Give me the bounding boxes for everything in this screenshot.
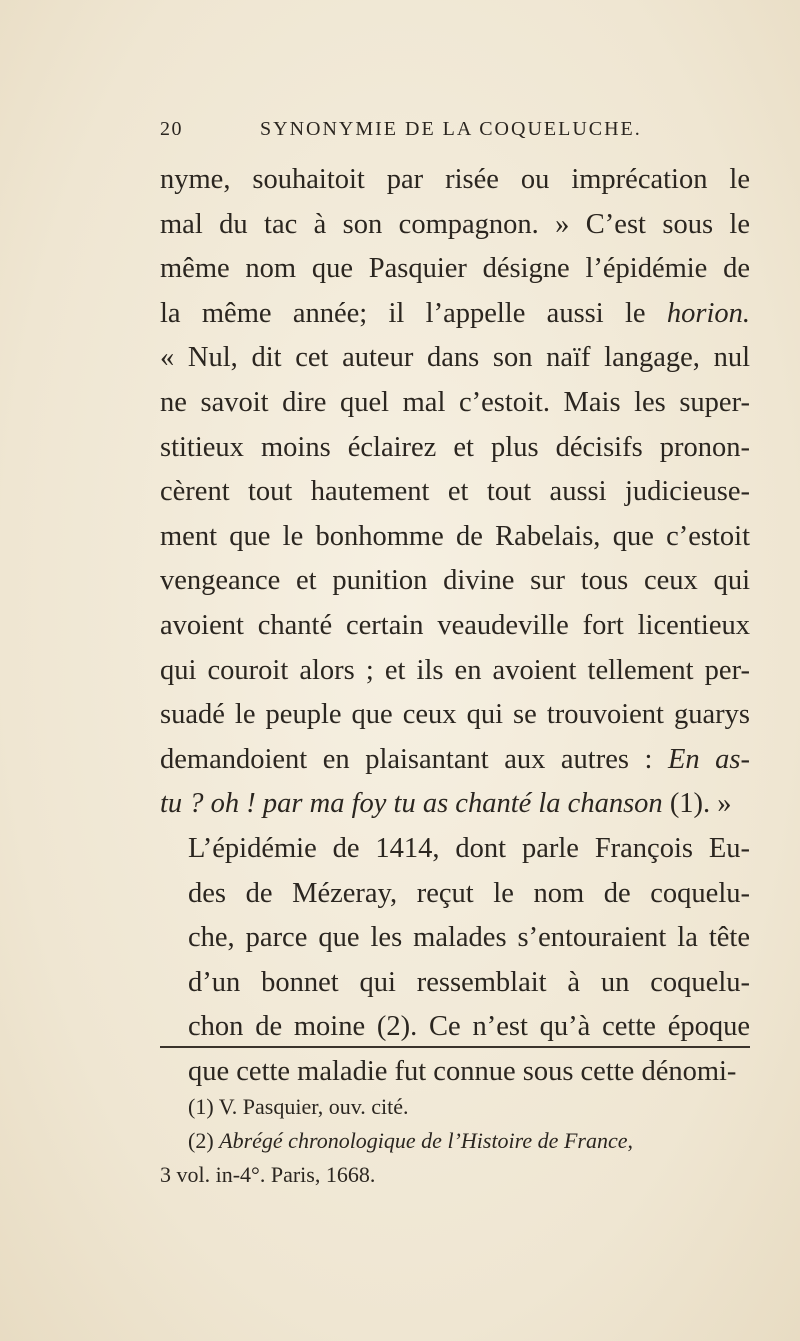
text-line: mal du tac à son compagnon. » C’est sous le bbox=[160, 208, 750, 240]
text-line: « Nul, dit cet auteur dans son naïf langage, nul bbox=[160, 342, 750, 374]
body-text bbox=[160, 158, 750, 1094]
text-line: que cette maladie fut connue sous cette dénomi- bbox=[188, 1055, 737, 1087]
text-line: qui couroit alors ; et ils en avoient tellement per- bbox=[160, 654, 750, 686]
text-line bbox=[160, 782, 750, 827]
footnote-rule bbox=[160, 1046, 750, 1048]
page-number: 20 bbox=[160, 118, 183, 140]
italic-phrase: En as- bbox=[667, 743, 750, 775]
footnote-1: (1) V. Pasquier, ouv. cité. bbox=[188, 1094, 409, 1119]
text-segment: la même année; il l’appelle aussi le bbox=[160, 297, 667, 329]
text-line: des de Mézeray, reçut le nom de coquelu- bbox=[188, 877, 750, 909]
text-line: che, parce que les malades s’entouraient la tête bbox=[188, 922, 750, 954]
footnote-label: (2) bbox=[188, 1128, 220, 1153]
footnote-title: Abrégé chronologique de l’Histoire de France bbox=[219, 1128, 628, 1153]
text-line: même nom que Pasquier désigne l’épidémie de bbox=[160, 253, 750, 285]
running-header bbox=[160, 118, 750, 148]
footnotes bbox=[160, 1090, 750, 1192]
text-segment: demandoient en plaisantant aux autres : bbox=[160, 743, 668, 775]
footnote-punct: , bbox=[627, 1128, 633, 1153]
text-line bbox=[160, 738, 750, 783]
italic-phrase: tu ? oh ! bbox=[160, 788, 256, 820]
text-line: ne savoit dire quel mal c’estoit. Mais les super- bbox=[160, 386, 750, 418]
footnote-2-continuation: 3 vol. in-4°. Paris, 1668. bbox=[160, 1162, 376, 1187]
text-line: chon de moine (2). Ce n’est qu’à cette époque bbox=[188, 1011, 750, 1043]
text-line: stitieux moins éclairez et plus décisifs pronon- bbox=[160, 431, 750, 463]
italic-term: horion. bbox=[666, 297, 750, 329]
text-line: vengeance et punition divine sur tous ceux qui bbox=[160, 565, 750, 597]
text-line bbox=[160, 292, 750, 337]
text-line: nyme, souhaitoit par risée ou imprécation le bbox=[160, 164, 750, 195]
text-segment: (1). » bbox=[662, 788, 732, 820]
text-line: L’épidémie de 1414, dont parle François Eu- bbox=[188, 832, 750, 864]
footnote-2 bbox=[160, 1124, 750, 1158]
running-title: SYNONYMIE DE LA COQUELUCHE. bbox=[260, 118, 642, 140]
text-line: avoient chanté certain veaudeville fort licentieux bbox=[160, 609, 750, 641]
text-line: suadé le peuple que ceux qui se trouvoient guarys bbox=[160, 699, 750, 731]
italic-phrase: par ma foy tu as chanté la chanson bbox=[255, 788, 663, 820]
text-line: d’un bonnet qui ressemblait à un coquelu- bbox=[188, 966, 750, 998]
text-line: cèrent tout hautement et tout aussi judicieuse- bbox=[160, 476, 750, 508]
text-line: ment que le bonhomme de Rabelais, que c’estoit bbox=[160, 520, 750, 552]
